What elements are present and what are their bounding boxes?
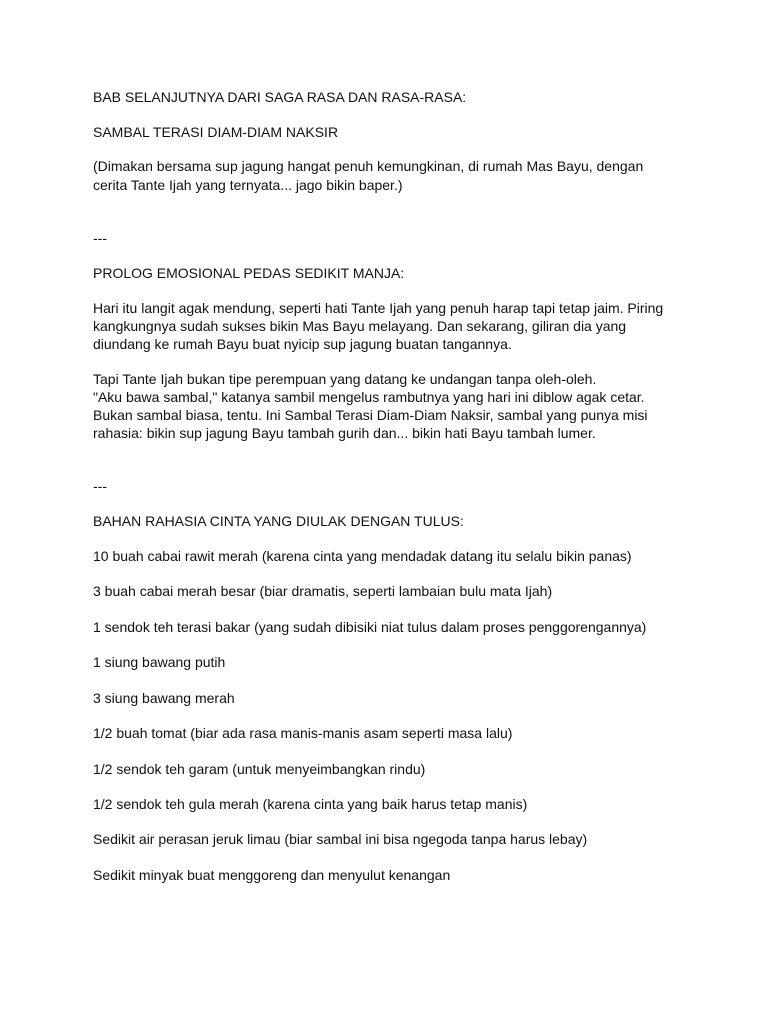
ingredient-item: 1/2 sendok teh garam (untuk menyeimbangkan rindu) xyxy=(93,761,426,777)
ingredient-item: 10 buah cabai rawit merah (karena cinta yang mendadak datang itu selalu bikin panas) xyxy=(93,548,632,564)
ingredient-item: 1 siung bawang putih xyxy=(93,654,226,670)
ingredient-item: 1 sendok teh terasi bakar (yang sudah dibisiki niat tulus dalam proses penggorengannya) xyxy=(93,619,647,635)
ingredient-item: 3 buah cabai merah besar (biar dramatis, seperti lambaian bulu mata Ijah) xyxy=(93,583,553,599)
prolog-paragraph-line: "Aku bawa sambal," katanya sambil mengelus rambutnya yang hari ini diblow agak cetar. xyxy=(93,389,645,405)
prolog-paragraph-line: Hari itu langit agak mendung, seperti hati Tante Ijah yang penuh harap tapi tetap jaim. Piring xyxy=(93,300,664,316)
section-divider: --- xyxy=(93,230,107,246)
prolog-paragraph-line: rahasia: bikin sup jagung Bayu tambah gurih dan... bikin hati Bayu tambah lumer. xyxy=(93,425,596,441)
ingredient-item: Sedikit air perasan jeruk limau (biar sambal ini bisa ngegoda tanpa harus lebay) xyxy=(93,831,588,847)
ingredient-item: Sedikit minyak buat menggoreng dan menyulut kenangan xyxy=(93,867,451,883)
ingredient-item: 1/2 buah tomat (biar ada rasa manis-manis asam seperti masa lalu) xyxy=(93,725,513,741)
prolog-paragraph-line: diundang ke rumah Bayu buat nyicip sup jagung buatan tangannya. xyxy=(93,336,512,352)
subtitle-line: cerita Tante Ijah yang ternyata... jago bikin baper.) xyxy=(93,177,403,193)
ingredient-item: 3 siung bawang merah xyxy=(93,690,235,706)
ingredients-heading: BAHAN RAHASIA CINTA YANG DIULAK DENGAN TULUS: xyxy=(93,513,464,529)
section-divider: --- xyxy=(93,478,107,494)
prolog-paragraph-line: Tapi Tante Ijah bukan tipe perempuan yang datang ke undangan tanpa oleh-oleh. xyxy=(93,371,597,387)
ingredient-item: 1/2 sendok teh gula merah (karena cinta yang baik harus tetap manis) xyxy=(93,796,528,812)
subtitle-line: (Dimakan bersama sup jagung hangat penuh kemungkinan, di rumah Mas Bayu, dengan xyxy=(93,158,644,174)
prolog-paragraph-line: kangkungnya sudah sukses bikin Mas Bayu melayang. Dan sekarang, giliran dia yang xyxy=(93,318,627,334)
prolog-heading: PROLOG EMOSIONAL PEDAS SEDIKIT MANJA: xyxy=(93,265,405,281)
chapter-heading: BAB SELANJUTNYA DARI SAGA RASA DAN RASA-RASA: xyxy=(93,89,467,105)
recipe-title: SAMBAL TERASI DIAM-DIAM NAKSIR xyxy=(93,124,339,140)
prolog-paragraph-line: Bukan sambal biasa, tentu. Ini Sambal Terasi Diam-Diam Naksir, sambal yang punya misi xyxy=(93,407,648,423)
